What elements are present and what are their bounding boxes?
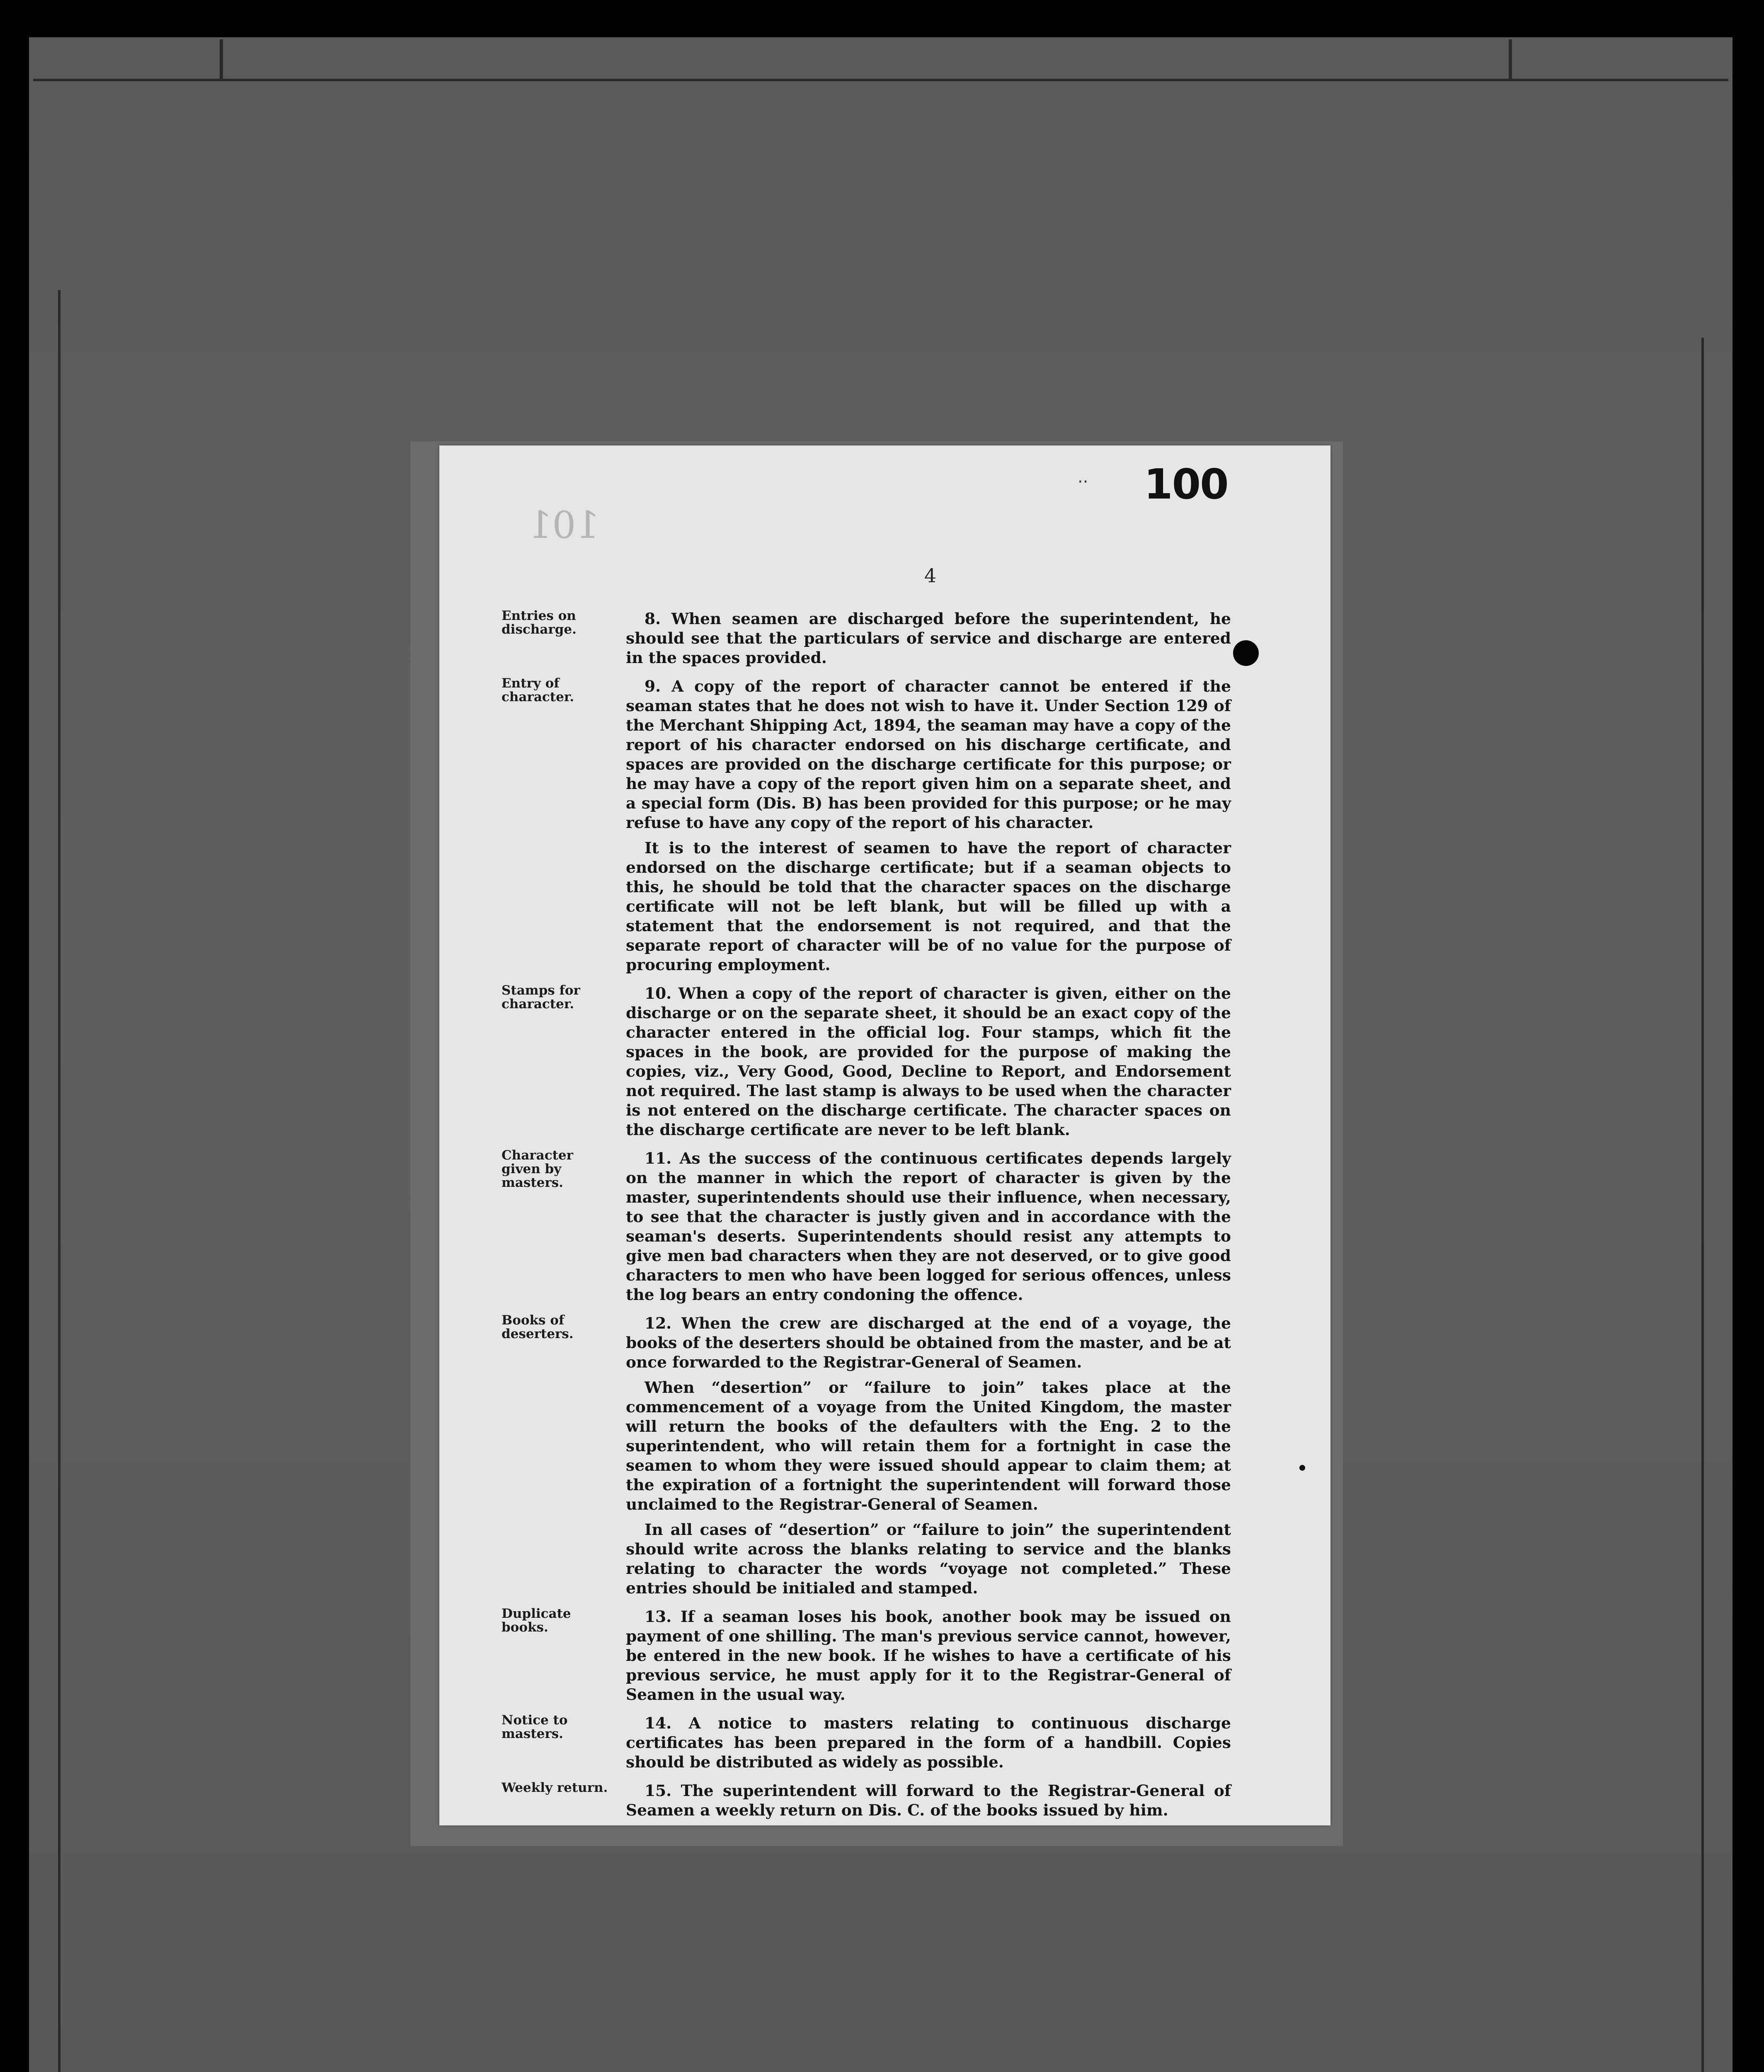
side-note: Duplicate books.: [502, 1606, 571, 1635]
punch-hole: [1233, 640, 1259, 666]
page-marks: ··: [1078, 472, 1088, 491]
entry-entries-on-discharge: [502, 609, 1231, 668]
paragraph: 8. When seamen are discharged before the superintendent, he should see that the particulars of service and discharge are entered in the spaces provided.: [626, 610, 1231, 667]
paragraph: 11. As the success of the continuous certificates depends largely on the manner in which the report of character is given by the master, superintendents should use their influence, when necessary, to see that the character is justly given and in accordance with the seaman's deserts. Superintendents should resist any attempts to give men bad characters when they are not deserved, or to give good characters to men who have been logged for serious offences, unless the log bears an entry condoning the offence.: [626, 1149, 1231, 1304]
entry-notice-to-masters: [502, 1714, 1231, 1772]
paragraph: 12. When the crew are discharged at the end of a voyage, the books of the deserters should be obtained from the master, and be at once forwarded to the Registrar-General of Seamen.: [626, 1314, 1231, 1371]
entry-character-given-by-masters: [502, 1149, 1231, 1305]
dust-speck: [1299, 1465, 1305, 1471]
side-note: Stamps for character.: [502, 983, 580, 1012]
paragraph: In all cases of “desertion” or “failure to join” the superintendent should write across the blanks relating to service and the blanks relating to character the words “voyage not completed.” These entries should be initialed and stamped.: [626, 1520, 1231, 1597]
paragraph: When “desertion” or “failure to join” takes place at the commencement of a voyage from the United Kingdom, the master will return the books of the defaulters with the Eng. 2 to the superintendent, who will retain them for a fortnight in case the seamen to whom they were issued should appear to claim them; at the expiration of a fortnight the superintendent will forward those unclaimed to the Registrar-General of Seamen.: [626, 1378, 1231, 1513]
page-number: 100: [1144, 460, 1228, 508]
side-note: Character given by masters.: [502, 1148, 573, 1190]
side-note: Notice to masters.: [502, 1713, 568, 1741]
body-text: [502, 608, 1231, 1819]
paragraph: 10. When a copy of the report of character is given, either on the discharge or on the separate sheet, it should be an exact copy of the character entered in the official log. Four stamps, which fit the spaces in the book, are provided for the purpose of making the copies, viz., Very Good, Good, Decline to Report, and Endorsement not required. The last stamp is always to be used when the character is not entered on the discharge certificate. The character spaces on the discharge certificate are never to be left blank.: [626, 984, 1231, 1139]
frame-top-rule: [33, 79, 1728, 81]
side-note: Books of deserters.: [502, 1313, 574, 1341]
entry-books-of-deserters: [502, 1314, 1231, 1598]
paragraph: 13. If a seaman loses his book, another book may be issued on payment of one shilling. The man's previous service cannot, however, be entered in the new book. If he wishes to have a certificate of his previous service, he must apply for it to the Registrar-General of Seamen in the usual way.: [626, 1607, 1231, 1704]
entry-weekly-return: [502, 1781, 1231, 1820]
entry-stamps-for-character: [502, 984, 1231, 1140]
section-number: 4: [924, 564, 937, 587]
entry-entry-of-character: [502, 677, 1231, 975]
paragraph: It is to the interest of seamen to have the report of character endorsed on the discharge certificate; but if a seaman objects to this, he should be told that the character spaces on the discharge certificate will not be left blank, but will be filled up with a statement that the endorsement is not required, and that the separate report of character will be of no value for the purpose of procuring employment.: [626, 839, 1231, 974]
paragraph: 14. A notice to masters relating to continuous discharge certificates has been prepared in the form of a handbill. Copies should be distributed as widely as possible.: [626, 1714, 1231, 1771]
frame-right-rule: [1701, 338, 1704, 2072]
side-note: Weekly return.: [502, 1780, 608, 1795]
entry-duplicate-books: [502, 1607, 1231, 1704]
faint-page-stamp: 101: [528, 503, 600, 547]
side-note: Entry of character.: [502, 676, 574, 704]
frame-tick-left: [220, 39, 223, 81]
side-note: Entries on discharge.: [502, 608, 577, 637]
paragraph: 9. A copy of the report of character cannot be entered if the seaman states that he does not wish to have it. Under Section 129 of the Merchant Shipping Act, 1894, the seaman may have a copy of the report of his character endorsed on his discharge certificate, and spaces are provided on the discharge certificate for this purpose; or he may have a copy of the report given him on a separate sheet, and a special form (Dis. B) has been provided for this purpose; or he may refuse to have any copy of the report of his character.: [626, 677, 1231, 832]
frame-left-rule: [58, 290, 61, 2072]
frame-tick-right: [1509, 39, 1512, 81]
paragraph: 15. The superintendent will forward to the Registrar-General of Seamen a weekly return on Dis. C. of the books issued by him.: [626, 1782, 1231, 1819]
